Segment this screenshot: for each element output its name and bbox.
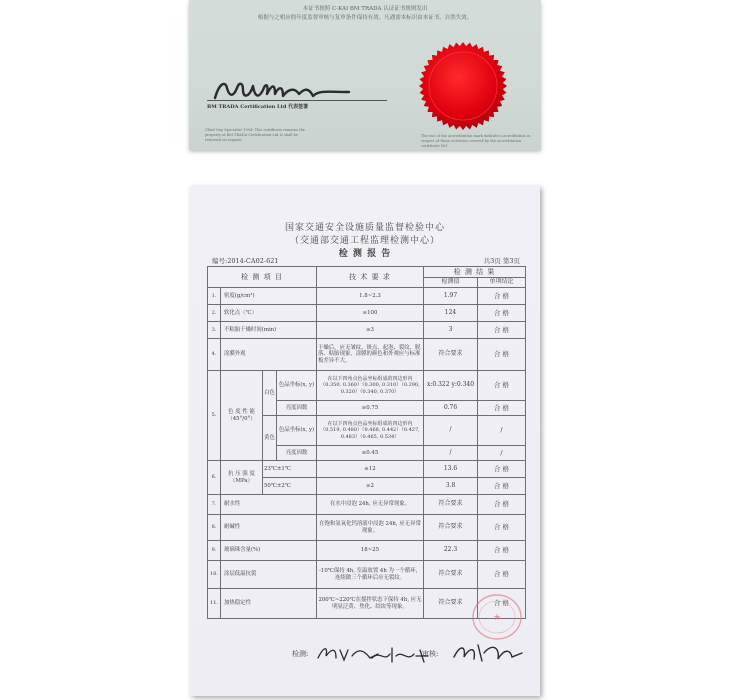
table-row [208, 561, 526, 589]
row-item: 不粘胎干燥时间(min) [221, 322, 317, 339]
row-conclusion: / [478, 416, 526, 446]
row-value: 3.8 [424, 478, 478, 495]
row-value: / [424, 446, 478, 461]
header-value: 检测值 [424, 278, 478, 288]
row-item: 耐碱性 [221, 515, 317, 541]
row-item: 涂层低温抗裂 [221, 561, 317, 589]
row-value: 符合要求 [424, 589, 478, 619]
row-requirement: ≥0.45 [317, 446, 424, 461]
table-row [208, 461, 526, 478]
row-item: 玻璃珠含量(%) [221, 541, 317, 561]
row-requirement: 干燥后，应无皱纹、斑点、起泡、裂纹、脱落、粘胎现象，涂膜的颜色和外观应与标准板差异不大。 [317, 339, 424, 371]
row-conclusion: 合 格 [478, 371, 526, 401]
reviewed-by-label: 审核: [422, 650, 439, 658]
table-row [208, 288, 526, 305]
fine-print-left: Chief Guy Specialist 1994: This certificate remains the property of BM TRADA Certification Ltd & shall be returned on request. [205, 128, 305, 142]
row-item: 软化点（℃） [221, 305, 317, 322]
row-value: 3 [424, 322, 478, 339]
row-item: 涂膜外观 [221, 339, 317, 371]
row-requirement: 1.8~2.3 [317, 288, 424, 305]
row-requirement: 200℃~220℃在搅拌状态下保持 4h, 应无明显泛黄、焦化、结块等现象。 [317, 589, 424, 619]
row-item: 色 度 性 能（45°/0°） [221, 371, 263, 461]
certificate-photo [189, 0, 541, 150]
coord-label: 色品坐标(x, y) [277, 416, 317, 446]
report-title-1: 国家交通安全设施质量监督检验中心 [284, 223, 445, 233]
table-row [208, 495, 526, 515]
lum-label: 亮度因数 [277, 446, 317, 461]
tested-by-label: 检测: [292, 650, 309, 658]
row-item: 加热稳定性 [221, 589, 317, 619]
issuer-text: BM TRADA Certification Ltd 代表签署 [207, 104, 309, 110]
fine-print-right: The use of the accreditation mark indicates accreditation in respect of those activities covered by the accreditation certificate 001 [421, 134, 531, 148]
row-value: 符合要求 [424, 495, 478, 515]
row-number: 4. [208, 339, 221, 371]
row-requirement: ≥12 [317, 461, 424, 478]
row-value: 符合要求 [424, 515, 478, 541]
row-requirement: ≥2 [317, 478, 424, 495]
lum-label: 亮度因数 [277, 401, 317, 416]
temperature-23: 23℃±1℃ [263, 461, 317, 478]
row-item: 耐水性 [221, 495, 317, 515]
row-requirement: ≤3 [317, 322, 424, 339]
coord-label: 色品坐标(x, y) [277, 371, 317, 401]
row-value: 13.6 [424, 461, 478, 478]
report-number: 编号:2014-CA02-621 [212, 257, 279, 265]
row-item: 抗 压 强 度（MPa） [221, 461, 263, 495]
row-requirement: 18~25 [317, 541, 424, 561]
table-row [208, 305, 526, 322]
row-conclusion: 合 格 [478, 541, 526, 561]
row-conclusion: 合 格 [478, 478, 526, 495]
header-requirement: 技 术 要 求 [317, 267, 424, 288]
row-value: 符合要求 [424, 339, 478, 371]
row-conclusion: 合 格 [478, 495, 526, 515]
row-requirement: ≥0.75 [317, 401, 424, 416]
row-number: 7. [208, 495, 221, 515]
header-item: 检 测 项 目 [208, 267, 317, 288]
row-number: 1. [208, 288, 221, 305]
row-number: 8. [208, 515, 221, 541]
row-number: 6. [208, 461, 221, 495]
row-value: 0.76 [424, 401, 478, 416]
row-conclusion: 合 格 [478, 305, 526, 322]
row-conclusion: 合 格 [478, 322, 526, 339]
row-requirement: 在以下四角点色品坐标组成的四边形内（0.519, 0.480）（0.468, 0.442）（0.427, 0.483）（0.465, 0.534） [317, 416, 424, 446]
row-conclusion: 合 格 [478, 561, 526, 589]
certificate-line-2: 根据与之相应的年度监督审核与复审条件保持有效。凡遇需本标识由本证书，自然失效。 [257, 15, 473, 21]
row-conclusion: 合 格 [478, 589, 526, 619]
row-number: 9. [208, 541, 221, 561]
row-number: 10. [208, 561, 221, 589]
row-requirement: 在水中浸泡 24h, 应无异常现象。 [317, 495, 424, 515]
table-row [208, 541, 526, 561]
row-conclusion: 合 格 [478, 401, 526, 416]
table-row [208, 515, 526, 541]
test-results-table [207, 266, 526, 619]
row-value: 符合要求 [424, 561, 478, 589]
row-conclusion: 合 格 [478, 461, 526, 478]
header-result: 检 测 结 果 [424, 267, 526, 278]
row-conclusion: 合 格 [478, 339, 526, 371]
row-value: 1.97 [424, 288, 478, 305]
row-value: x:0.322 y:0.340 [424, 371, 478, 401]
row-conclusion: / [478, 446, 526, 461]
red-wax-seal [417, 40, 509, 132]
table-row [208, 322, 526, 339]
white-label: 白色 [263, 371, 277, 416]
row-number: 3. [208, 322, 221, 339]
temperature-50: 50℃±2℃ [263, 478, 317, 495]
row-conclusion: 合 格 [478, 288, 526, 305]
row-item: 密度(g/cm³) [221, 288, 317, 305]
row-requirement: -10℃保持 4h, 室温放置 4h 为一个循环，连续做三个循环后应无裂纹。 [317, 561, 424, 589]
row-conclusion: 合 格 [478, 515, 526, 541]
report-title-2: （交通部交通工程监理检测中心） [289, 236, 440, 246]
table-row [208, 339, 526, 371]
reviewer-signature [448, 639, 528, 665]
table-row [208, 371, 526, 401]
row-requirement: 在饱和氢氧化钙溶液中浸泡 24h, 应无异常现象。 [317, 515, 424, 541]
yellow-label: 黄色 [263, 416, 277, 461]
row-number: 5. [208, 371, 221, 461]
page-info: 共3页 第3页 [483, 257, 520, 265]
row-requirement: 在以下四角点色品坐标组成的四边形内（0.350, 0.360）（0.300, 0.310）（0.290, 0.320）（0.340, 0.370） [317, 371, 424, 401]
report-title-3: 检 测 报 告 [338, 249, 392, 259]
row-value: 124 [424, 305, 478, 322]
row-number: 2. [208, 305, 221, 322]
table-header-row [208, 267, 526, 278]
certificate-line-1: 本证书按照 C-KAI BM TRADA 认证证书规则发出 [302, 6, 428, 12]
test-report-page [190, 186, 540, 696]
row-number: 11. [208, 589, 221, 619]
header-conclusion: 单项结论 [478, 278, 526, 288]
row-value: 22.3 [424, 541, 478, 561]
row-requirement: ≥100 [317, 305, 424, 322]
signature-line [207, 100, 387, 101]
inspection-stamp [465, 591, 525, 641]
row-value: / [424, 416, 478, 446]
svg-text:★: ★ [492, 613, 502, 623]
